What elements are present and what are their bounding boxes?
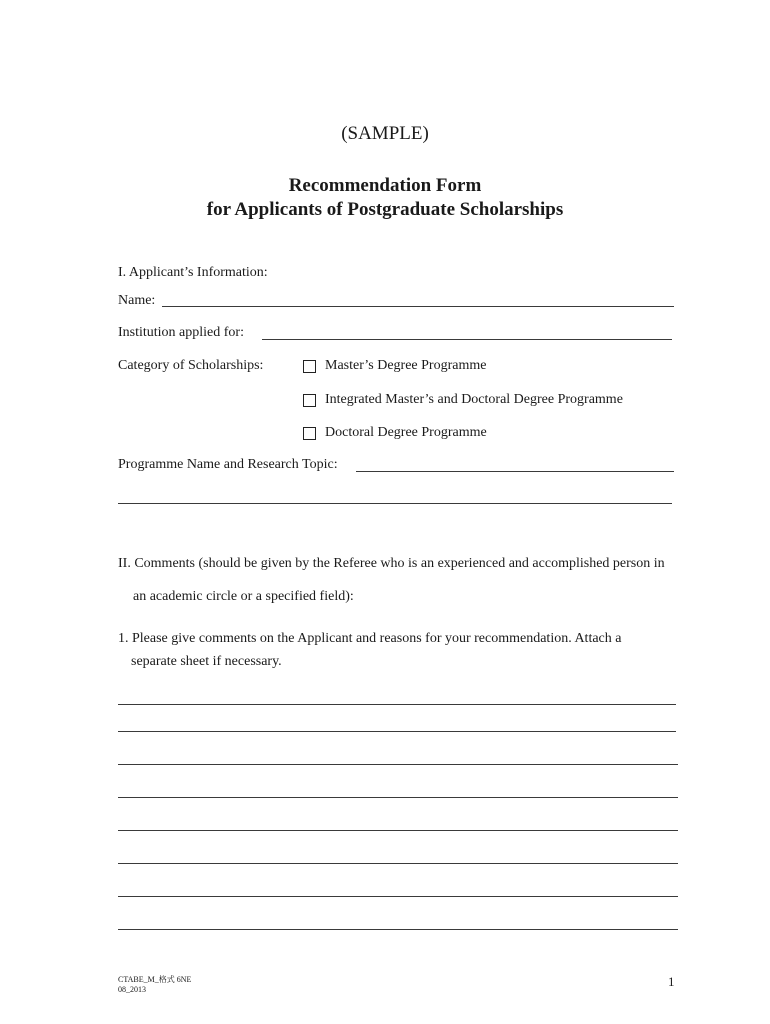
category-label: Category of Scholarships: xyxy=(118,358,264,373)
page-number: 1 xyxy=(668,974,675,989)
comment-line[interactable] xyxy=(118,929,678,930)
programme-field-line-2[interactable] xyxy=(118,503,672,504)
comment-line[interactable] xyxy=(118,797,678,798)
section2-heading-line2: an academic circle or a specified field): xyxy=(133,589,354,604)
masters-checkbox[interactable] xyxy=(303,360,316,373)
institution-label: Institution applied for: xyxy=(118,325,244,340)
comment-line[interactable] xyxy=(118,863,678,864)
comment-line[interactable] xyxy=(118,704,676,705)
name-field-line[interactable] xyxy=(162,306,674,307)
programme-label: Programme Name and Research Topic: xyxy=(118,457,338,472)
comment-line[interactable] xyxy=(118,830,678,831)
doctoral-checkbox[interactable] xyxy=(303,427,316,440)
masters-option-label: Master’s Degree Programme xyxy=(325,358,487,373)
sample-label: (SAMPLE) xyxy=(341,123,429,144)
comment-line[interactable] xyxy=(118,896,678,897)
form-code: CTABE_M_格式 6NE xyxy=(118,975,192,984)
integrated-checkbox[interactable] xyxy=(303,394,316,407)
question1-line2: separate sheet if necessary. xyxy=(131,654,282,669)
form-date: 08_2013 xyxy=(118,985,146,994)
form-title-line1: Recommendation Form xyxy=(288,175,482,196)
institution-field-line[interactable] xyxy=(262,339,672,340)
integrated-option-label: Integrated Master’s and Doctoral Degree Programme xyxy=(325,392,623,407)
section1-heading: I. Applicant’s Information: xyxy=(118,265,268,280)
name-label: Name: xyxy=(118,293,156,308)
question1-line1: 1. Please give comments on the Applicant and reasons for your recommendation. Attach a xyxy=(118,631,622,646)
programme-field-line[interactable] xyxy=(356,471,674,472)
comment-line[interactable] xyxy=(118,731,676,732)
form-title-line2: for Applicants of Postgraduate Scholarships xyxy=(206,199,564,220)
section2-heading-line1: II. Comments (should be given by the Referee who is an experienced and accomplished person in xyxy=(118,556,665,571)
doctoral-option-label: Doctoral Degree Programme xyxy=(325,425,487,440)
comment-line[interactable] xyxy=(118,764,678,765)
